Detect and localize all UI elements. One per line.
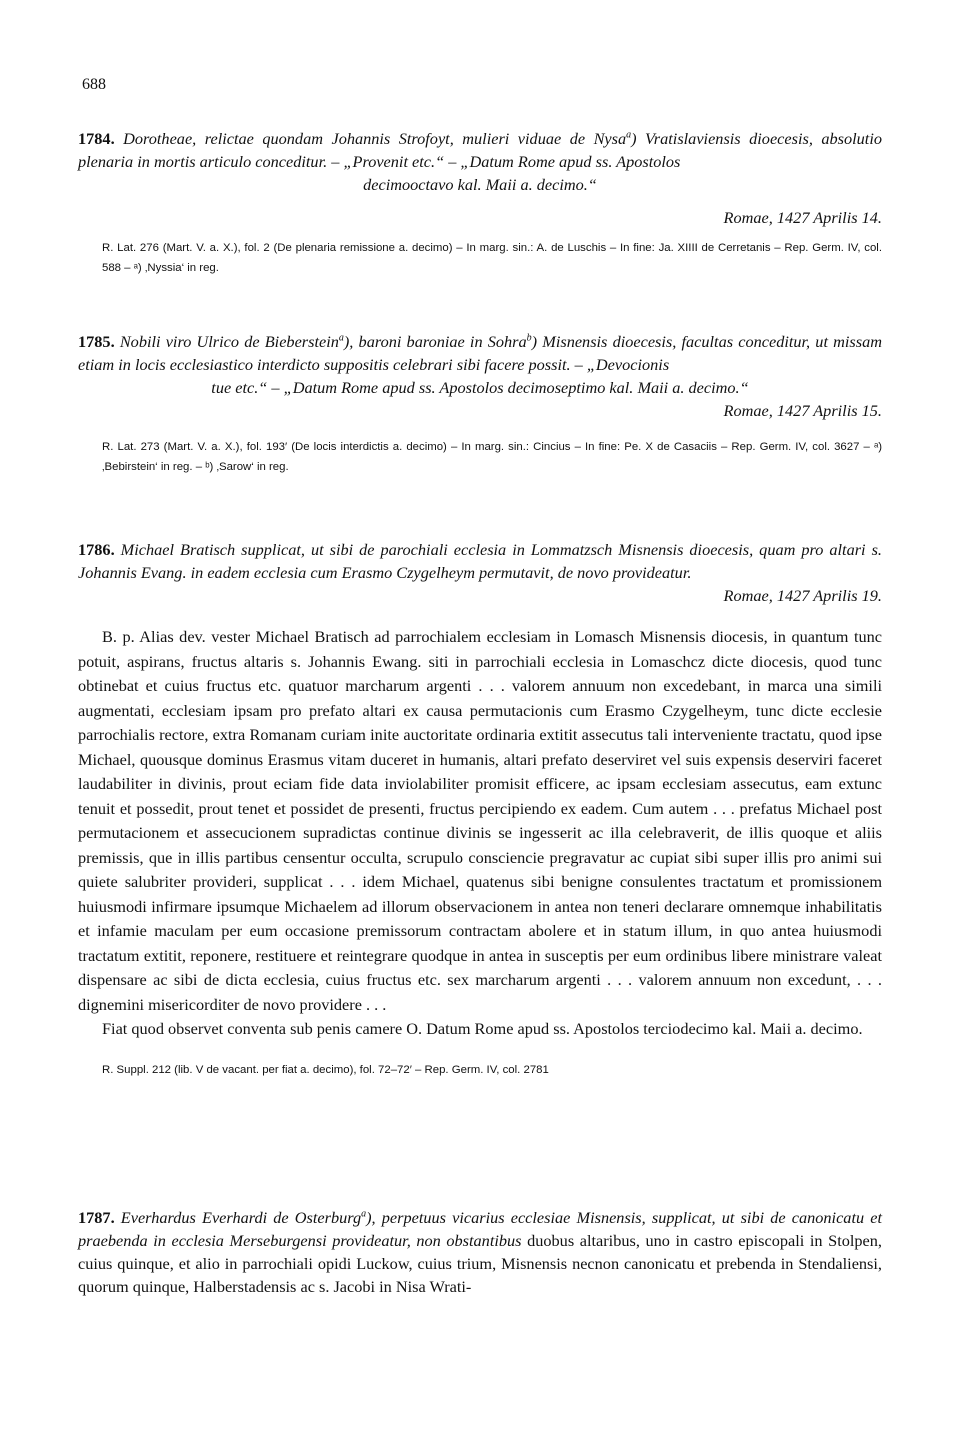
entry-number: 1785. [78,332,115,351]
entry-footnote: R. Lat. 273 (Mart. V. a. X.), fol. 193′ (De locis interdictis a. decimo) – In marg. sin.: Cincius – In fine: Pe. X de Casaciis – Rep. Germ. IV, col. 3627 – ᵃ) ‚Bebirstein‘ in reg. – ᵇ) ‚Sarow‘ in reg. [102,441,882,473]
entry-1785 [78,330,882,477]
entry-date: Romae, 1427 Aprilis 14. [723,208,882,227]
entry-number: 1784. [78,129,115,148]
entry-heading: 1784. Dorotheae, relictae quondam Johannis Strofoyt, mulieri viduae de Nysa$^a$) Vratislaviensis dioecesis, absolutio plenaria in mortis articulo conceditur. – „Provenit etc.“ – „Datum Rome apud ss. Apostolos [78,129,882,171]
body-paragraph: Fiat quod observet conventa sub penis camere O. Datum Rome apud ss. Apostolos terciodecimo kal. Maii a. decimo. [102,1019,863,1038]
entry-number: 1786. [78,540,115,559]
entry-heading-tail: decimooctavo kal. Maii a. decimo.“ [363,175,597,194]
entry-date: Romae, 1427 Aprilis 19. [723,586,882,605]
entry-footnote: R. Lat. 276 (Mart. V. a. X.), fol. 2 (De plenaria remissione a. decimo) – In marg. sin.: A. de Luschis – In fine: Ja. XIIII de Cerretanis – Rep. Germ. IV, col. 588 – ᵃ) ‚Nyssia‘ in reg. [102,242,882,274]
entry-heading: 1785. Nobili viro Ulrico de Bieberstein$^a$), baroni baroniae in Sohra$^b$) Misnensis dioecesis, facultas conceditur, ut missam etiam in locis ecclesiastico interdicto suppositis celebrari sibi facere possit. – „Devocionis [78,332,882,374]
entry-date: Romae, 1427 Aprilis 15. [723,401,882,420]
entry-heading: 1786. Michael Bratisch supplicat, ut sibi de parochiali ecclesia in Lommatzsch Misnensis dioecesis, quam pro altari s. Johannis Evang. in eadem ecclesia cum Erasmo Czygelheym permutavit, de novo provideatur. [78,540,882,582]
entry-1786 [78,538,882,1080]
entry-body [78,625,882,1042]
entry-1787 [78,1206,882,1298]
page-number: 688 [82,76,106,93]
entry-heading: 1787. Everhardus Everhardi de Osterburg$^a$), perpetuus vicarius ecclesiae Misnensis, supplicat, ut sibi de canonicatu et praebenda in ecclesia Merseburgensi provideatur, non obstantibus duobus altaribus, uno in castro episcopali in Stolpen, cuius quinque, et alio in parrochiali opidi Luckow, cuius trium, Misnensis necnon canonicatu et prebenda in Stendaliensi, quorum quinque, Halberstadensis ac s. Jacobi in Nisa Wrati- [78,1208,883,1296]
entry-number: 1787. [78,1208,115,1227]
body-paragraph: B. p. Alias dev. vester Michael Bratisch ad parrochialem ecclesiam in Lomasch Misnensis diocesis, in quantum tunc potuit, aspirans, fructus altaris s. Johannis Ewang. siti in parrochiali ecclesia in Lomaschcz dicte diocesis, quod tunc obtinebat et cuius fructus etc. quatuor marcharum argenti . . . valorem annuum non excedebant, in marca una simili augmentati, ecclesiam ipsam pro prefato altari ex causa permutacionis cum Erasmo Czygelheym, tunc dicte ecclesie parrochialis rectore, extra Romanam curiam inite auctoritate ordinaria extitit assecutus tali interveniente tractatu, quod ipse Michael, quousque dominus Erasmus vitam duceret in humanis, altari prefato deserviret vel suis expensis deserviri faceret laudabiliter in divinis, prout eciam fide data inviolabiliter promisit efficere, ac ipsam ecclesiam assecutus, eam extunc tenuit et possedit, prout tenet et possidet de presenti, fructus percipiendo ex eadem. Cum autem . . . prefatus Michael post permutacionem et assecucionem supradictas continue divinis se ingesserit ac illa celebraverit, de illis quoque et aliis premissis, que in illis partibus censentur occulta, scrupulo consciencie pregravatur ac cupiat sibi super illis pro animi sui quiete salubriter provideri, supplicat . . . idem Michael, quatenus sibi benigne consulentes tractatum et promissionem huiusmodi infirmare ipsumque Michaelem ad illorum observacionem in antea non teneri declarare omnemque inhabilitatis et infamie maculam per eum occasione premissorum contractam abolere et in statum illum, in quo antea huiusmodi tractatum extitit, reponere, restituere et reintegrare quodque in antea in susceptis per eum ordinibus libere ministrare valeat dispensare ac sibi de dicta ecclesia, cuius fructus etc. sex marcharum argenti . . . valorem annuum non excedunt, . . . dignemini misericorditer de novo providere . . . [78,627,882,1014]
entry-footnote: R. Suppl. 212 (lib. V de vacant. per fiat a. decimo), fol. 72–72′ – Rep. Germ. IV, col. 2781 [102,1063,549,1076]
entry-heading-tail: tue etc.“ – „Datum Rome apud ss. Apostolos decimoseptimo kal. Maii a. decimo.“ [211,378,749,397]
entry-1784 [78,127,882,278]
